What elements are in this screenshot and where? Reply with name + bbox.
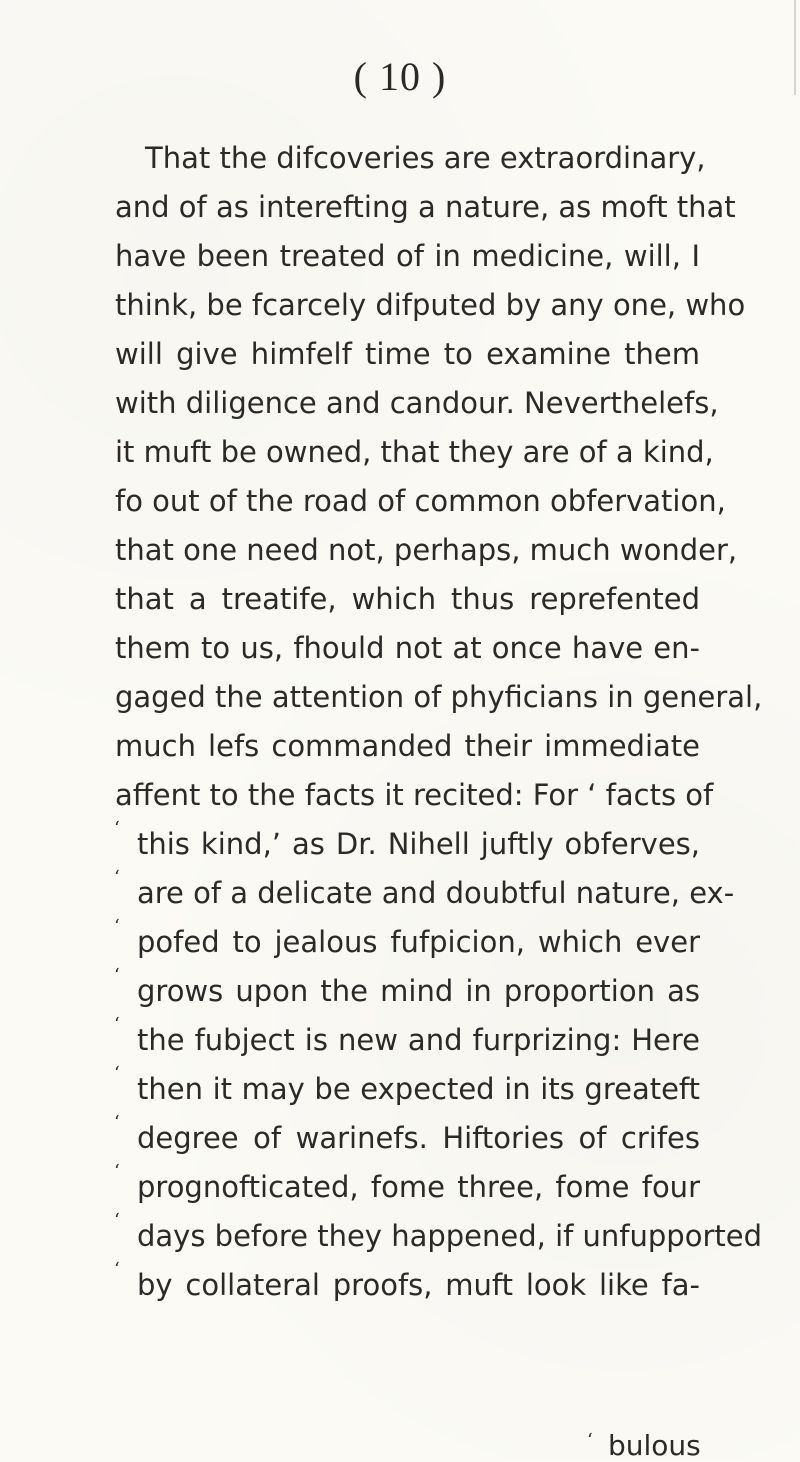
quoted-text-line: this kind,’ as Dr. Nihell juftly obferves, <box>137 827 700 861</box>
text-line: That the difcoveries are extraordinary, <box>145 141 706 175</box>
quoted-text-line: then it may be expected in its greateft <box>137 1072 700 1106</box>
quote-mark: ‘ <box>114 818 120 839</box>
quoted-text-line: the fubject is new and furprizing: Here <box>137 1023 700 1057</box>
text-line: gaged the attention of phyficians in general, <box>115 680 763 714</box>
quoted-text-line: degree of warinefs. Hiftories of crifes <box>137 1121 700 1155</box>
quoted-text-line: are of a delicate and doubtful nature, ex- <box>137 876 735 910</box>
quote-mark: ‘ <box>114 1014 120 1035</box>
text-line: that one need not, perhaps, much wonder, <box>115 533 738 567</box>
quoted-text-line: prognofticated, fome three, fome four <box>137 1170 700 1204</box>
text-line: much lefs commanded their immediate <box>115 729 700 763</box>
quoted-text-line: pofed to jealous fufpicion, which ever <box>137 925 700 959</box>
quote-mark: ‘ <box>114 1063 120 1084</box>
quote-mark: ‘ <box>114 965 120 986</box>
text-line: think, be fcarcely difputed by any one, who <box>115 288 746 322</box>
text-line: it muft be owned, that they are of a kind, <box>115 435 714 469</box>
text-line: with diligence and candour. Neverthelefs, <box>115 386 719 420</box>
text-line: fo out of the road of common obfervation, <box>115 484 726 518</box>
catchword-quote-mark: ‘ <box>587 1430 593 1451</box>
page-number: ( 10 ) <box>353 54 447 99</box>
quoted-text-line: by collateral proofs, muft look like fa- <box>137 1268 700 1302</box>
text-line: that a treatife, which thus reprefented <box>115 582 700 616</box>
quote-mark: ‘ <box>114 916 120 937</box>
text-line: will give himfelf time to examine them <box>115 337 700 371</box>
text-line: them to us, fhould not at once have en- <box>115 631 700 665</box>
quote-mark: ‘ <box>114 1210 120 1231</box>
text-line: have been treated of in medicine, will, I <box>115 239 700 273</box>
quoted-text-line: grows upon the mind in proportion as <box>137 974 700 1008</box>
quote-mark: ‘ <box>114 1259 120 1280</box>
quoted-text-line: days before they happened, if unfupported <box>137 1219 763 1253</box>
quote-mark: ‘ <box>114 1112 120 1133</box>
text-line: and of as interefting a nature, as moft that <box>115 190 736 224</box>
catchword: bulous <box>608 1429 701 1462</box>
quote-mark: ‘ <box>114 1161 120 1182</box>
quote-mark: ‘ <box>114 867 120 888</box>
text-line: affent to the facts it recited: For ‘ facts of <box>115 778 714 812</box>
